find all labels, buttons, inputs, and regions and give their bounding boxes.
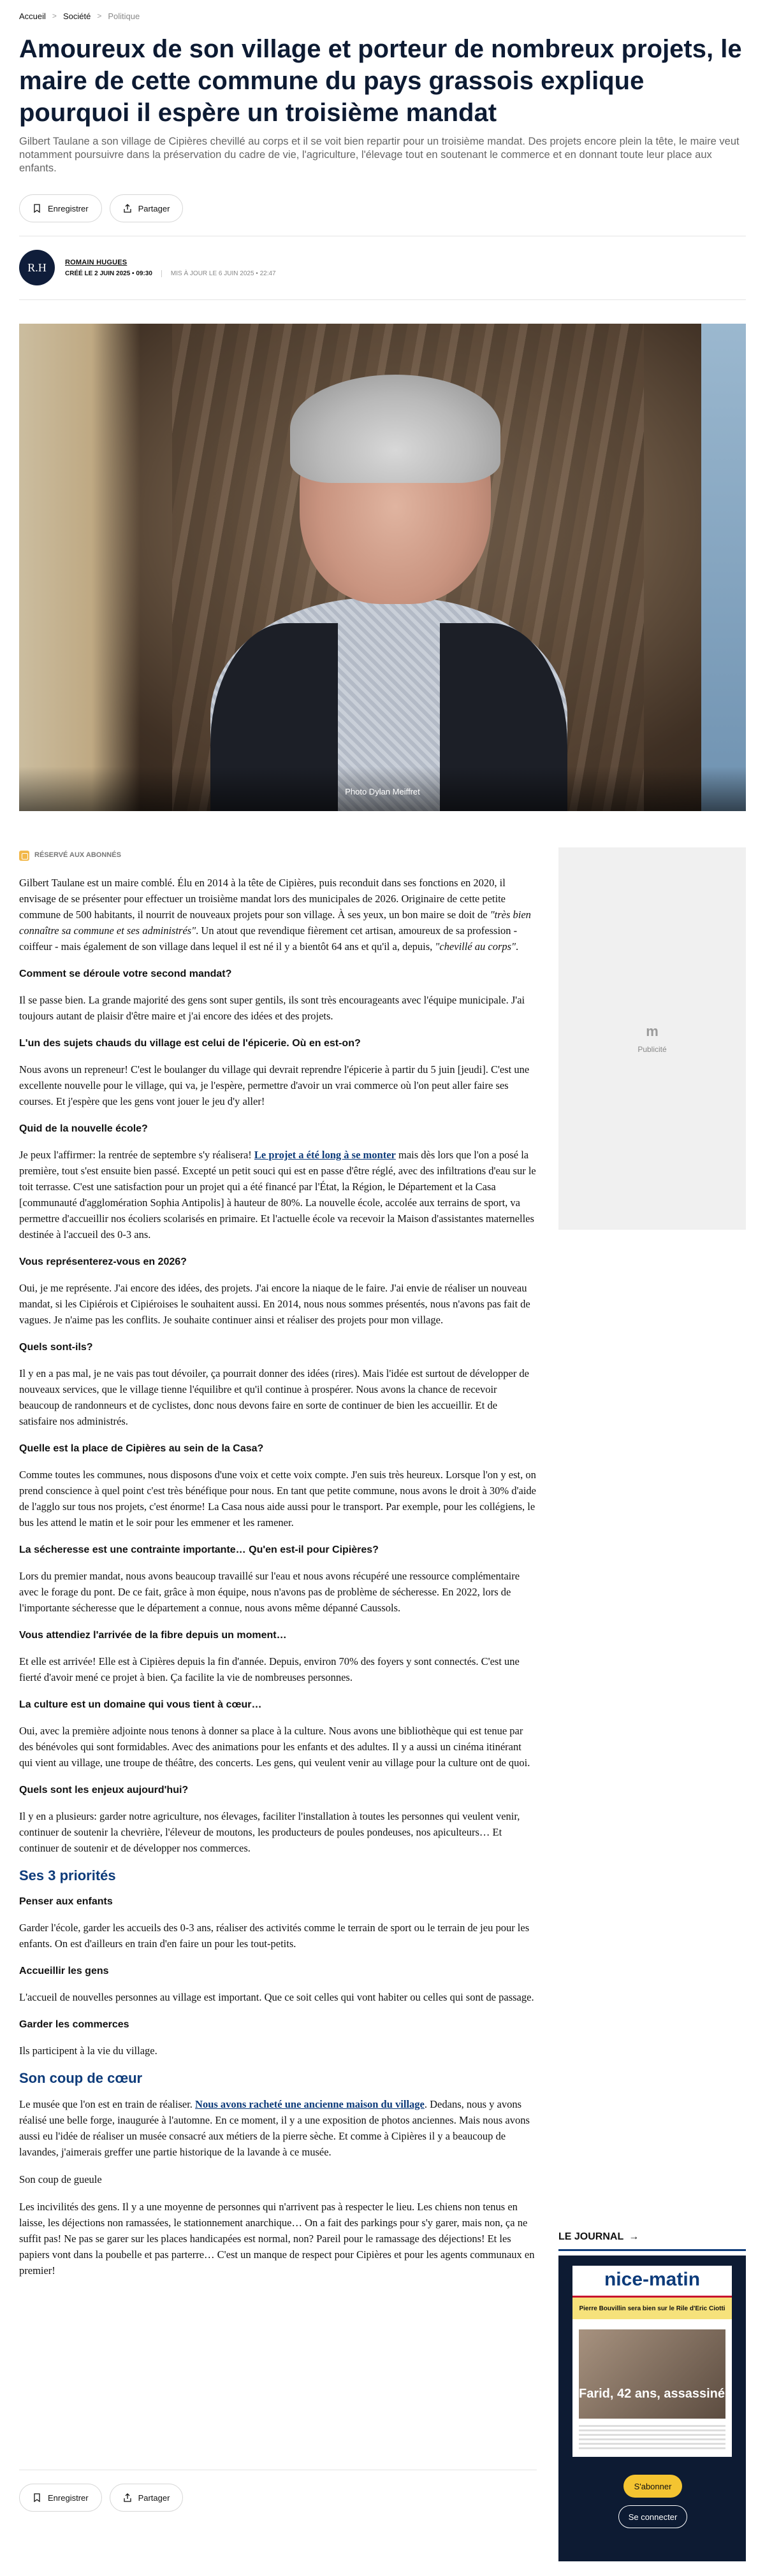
- question: La culture est un domaine qui vous tient à cœur…: [19, 1699, 262, 1710]
- save-button[interactable]: [19, 194, 102, 222]
- answer: Oui, je me représente. J'ai encore des idées, des projets. J'ai encore la niaque de le faire. J'ai envie de réaliser un nouveau mandat, si les Cipiérois et Cipiéroises le souhaitent aussi. En 2014, nous nous sommes présentés, nous n'avons pas fait de vagues. Je n'aime pas les conflits. Je souhaite continuer ainsi et réaliser des projets pour mon village.: [19, 1282, 530, 1326]
- article-actions: [19, 194, 183, 222]
- question: Vous représenterez-vous en 2026?: [19, 1256, 187, 1267]
- breadcrumb: [19, 9, 746, 23]
- question: Quels sont les enjeux aujourd'hui?: [19, 1785, 189, 1795]
- priority-title: Penser aux enfants: [19, 1896, 113, 1907]
- page-title: Amoureux de son village et porteur de nombreux projets, le maire de cette commune du pays grassois explique pourquoi il espère un troisième mandat: [19, 35, 742, 127]
- paragraph: [19, 2096, 537, 2160]
- journal-promo: [558, 2256, 746, 2561]
- login-button[interactable]: Se connecter: [618, 2505, 687, 2528]
- ad-label: Publicité: [638, 1045, 667, 1054]
- photo-credit: Photo Dylan Meiffret: [19, 766, 746, 811]
- answer: [19, 1147, 537, 1242]
- article-dates: [65, 270, 276, 277]
- cover-strip: Pierre Bouvillin sera bien sur le Rile d'Eric Ciotti: [572, 2298, 732, 2319]
- article-link[interactable]: Nous avons racheté une ancienne maison du village: [195, 2098, 425, 2110]
- answer: Il y en a pas mal, je ne vais pas tout dévoiler, ça pourrait donner des idées (rires). Mais l'idée est surtout de développer de nouveaux services, que le village tienne l'équilibre et qu'il continue à prospérer. Nous avons la chance de recevoir beaucoup de randonneurs et de cyclistes, donc nous devons faire en sorte de continuer de bien les accueillir. Et de satisfaire nos administrés.: [19, 1367, 530, 1427]
- photo-hair: [290, 375, 500, 483]
- question: Quid de la nouvelle école?: [19, 1123, 148, 1134]
- priority-text: Garder l'école, garder les accueils des 0-3 ans, réaliser des activités comme le terrain de sport ou le terrain de jeu pour les enfants. On est d'ailleurs en train d'en faire un pour les tout-petits.: [19, 1922, 530, 1950]
- chevron-right-icon: >: [52, 11, 57, 20]
- article-body: [19, 847, 537, 2290]
- cover-masthead: nice-matin: [572, 2266, 732, 2298]
- question: Vous attendiez l'arrivée de la fibre depuis un moment…: [19, 1630, 287, 1641]
- article-lede: Gilbert Taulane a son village de Cipières chevillé au corps et il se voit bien repartir pour un troisième mandat. Des projets encore plein la tête, le maire veut notamment poursuivre dans la préservation du cadre de vie, l'agriculture, l'élevage tout en soutenant le commerce et en donnant toute leur place aux enfants.: [19, 136, 740, 174]
- breadcrumb-current[interactable]: Politique: [108, 11, 140, 21]
- answer: Il y en a plusieurs: garder notre agriculture, nos élevages, faciliter l'installation à toutes les personnes qui veulent venir, continuer de soutenir la chevrière, l'éleveur de moutons, les producteurs de poules pondeuses, nos apiculteurs… Et continuer de soutenir et de développer nos commerces.: [19, 1810, 520, 1854]
- text: Gilbert Taulane est un maire comblé. Élu en 2014 à la tête de Cipières, puis reconduit dans ses fonctions en 2020, il envisage de se présenter pour effectuer un troisième mandat lors des municipales de 2026. Originaire de cette petite commune de 500 habitants, il nourrit de nouveaux projets pour son village. À ses yeux, un bon maire se doit de: [19, 877, 506, 921]
- answer: Il se passe bien. La grande majorité des gens sont super gentils, ils sont très encourageants avec l'équipe municipale. J'ai toujours autant de plaisir d'être maire et j'ai encore des idées et des projets.: [19, 994, 525, 1022]
- share-button-label: Partager: [138, 203, 170, 213]
- updated-date: MIS À JOUR LE 6 JUIN 2025 • 22:47: [161, 270, 276, 277]
- priority-title: Accueillir les gens: [19, 1966, 109, 1976]
- photo-sky: [701, 324, 746, 811]
- share-button-label: Partager: [138, 2493, 170, 2503]
- subscriber-badge: [19, 847, 537, 863]
- quote: "très bien connaître sa commune et ses administrés": [19, 909, 531, 937]
- text: .: [516, 940, 519, 953]
- question: La sécheresse est une contrainte importante… Qu'en est-il pour Cipières?: [19, 1544, 379, 1555]
- text: mais dès lors que l'on a posé la première, tout s'est ensuite bien passé. Excepté un petit souci qui est en passe d'être réglé, avec des infiltrations d'eau sur le toit terrasse. C'est une satisfaction pour un projet qui a été financé par l'État, la Région, le Département et la Casa [communauté d'agglomération Sophia Antipolis] à hauteur de 80%. La nouvelle école, accolée aux terrains de sport, va permettre d'accueillir nos écoliers scolarisés en primaire. Et l'actuelle école va recevoir la Maison d'assistantes maternelles destinée à l'accueil des 0-3 ans.: [19, 1149, 536, 1241]
- author-name[interactable]: ROMAIN HUGUES: [65, 258, 127, 266]
- article-actions-bottom: [19, 2484, 183, 2512]
- article-photo: [19, 324, 746, 811]
- answer: Nous avons un repreneur! C'est le boulanger du village qui devrait reprendre l'épicerie à partir du 5 juin [jeudi]. C'est une excellente nouvelle pour le village, qui va, je l'espère, permettre d'avoir un vrai commerce où l'on peut aller faire ses courses. Et j'espère que les gens vont jouer le jeu d'y aller!: [19, 1063, 530, 1107]
- question: Quels sont-ils?: [19, 1342, 93, 1353]
- priority-text: Ils participent à la vie du village.: [19, 2045, 157, 2057]
- share-button[interactable]: [110, 194, 184, 222]
- section-heading: Ses 3 priorités: [19, 1867, 116, 1883]
- chevron-right-icon: >: [97, 11, 102, 20]
- photo-background: [19, 324, 140, 811]
- save-button-label: Enregistrer: [48, 2493, 89, 2503]
- breadcrumb-home[interactable]: Accueil: [19, 11, 46, 21]
- bookmark-icon: [33, 2493, 41, 2502]
- answer: Et elle est arrivée! Elle est à Cipières depuis la fin d'année. Depuis, environ 70% des foyers y sont connectés. C'est une fierté d'avoir mené ce projet à bien. Ça facilite la vie de nombreuses personnes.: [19, 1655, 520, 1683]
- cover-headline: Farid, 42 ans, assassiné: [579, 2387, 725, 2401]
- journal-heading[interactable]: [558, 2231, 746, 2251]
- cover-photo: [579, 2329, 725, 2419]
- question: L'un des sujets chauds du village est celui de l'épicerie. Où en est-on?: [19, 1038, 361, 1049]
- answer: Lors du premier mandat, nous avons beaucoup travaillé sur l'eau et nous avons récupéré une ressource complémentaire avec le forage du pont. De ce fait, grâce à mon équipe, nous n'avons pas de problème de sécheresse. En 2022, lors de l'importante sécheresse que le département a connue, nous avons même dépanné Caussols.: [19, 1570, 520, 1614]
- quote: "chevillé au corps": [435, 940, 516, 953]
- paragraph: [19, 875, 537, 954]
- question: Comment se déroule votre second mandat?: [19, 968, 232, 979]
- bookmark-icon: [33, 204, 41, 213]
- created-date: CRÉÉ LE 2 JUIN 2025 • 09:30: [65, 270, 152, 277]
- text: . Un atout que revendique fièrement cet artisan, amoureux de sa profession - coiffeur - mais également de son village dans lequel il est né il y a bientôt 64 ans et qu'il a, depuis,: [19, 925, 518, 953]
- section-heading: Son coup de cœur: [19, 2070, 143, 2086]
- article-link[interactable]: Le projet a été long à se monter: [254, 1149, 396, 1161]
- answer: Comme toutes les communes, nous disposons d'une voix et cette voix compte. J'en suis très heureux. Lorsque l'on y est, on prend conscience à quel point c'est très bénéfique pour nous. En tant que petite commune, nous avons le droit à 30% d'aide de l'agglo sur tous nos projets, c'est énorme! La Casa nous aide aussi pour le transport. Par exemple, pour les collégiens, le bus les attend le matin et le soir pour les emmener et les ramener.: [19, 1469, 536, 1529]
- paragraph: Les incivilités des gens. Il y a une moyenne de personnes qui n'arrivent pas à respecter le lieu. Les chiens non tenus en laisse, les déjections non ramassées, le stationnement anarchique… On a fait des parkings pour s'y garer, mais non, ça ne suffit pas! Ne pas se garer sur les places handicapées est normal, non? Pareil pour le ramassage des déjections! Et les papiers vont dans la poubelle et pas parterre… C'est un manque de respect pour Cipières et pour les agents communaux en premier!: [19, 2201, 535, 2277]
- author-block: [19, 250, 276, 285]
- share-icon: [123, 204, 132, 213]
- journal-title: LE JOURNAL: [558, 2231, 624, 2242]
- text: Le musée que l'on est en train de réaliser.: [19, 2098, 196, 2110]
- newspaper-cover[interactable]: [572, 2266, 732, 2457]
- subheading: Son coup de gueule: [19, 2173, 102, 2185]
- priority-text: L'accueil de nouvelles personnes au village est important. Que ce soit celles qui vont habiter ou celles qui sont de passage.: [19, 1991, 534, 2003]
- ad-slot[interactable]: [558, 847, 746, 1230]
- share-icon: [123, 2493, 132, 2502]
- save-button-label: Enregistrer: [48, 203, 89, 213]
- divider: [19, 299, 746, 300]
- avatar[interactable]: R.H: [19, 250, 55, 285]
- ad-logo: m: [646, 1023, 659, 1039]
- question: Quelle est la place de Cipières au sein de la Casa?: [19, 1443, 264, 1454]
- subscriber-badge-label: RÉSERVÉ AUX ABONNÉS: [34, 851, 121, 859]
- answer: Oui, avec la première adjointe nous tenons à donner sa place à la culture. Nous avons une bibliothèque qui est tenue par des bénévoles qui sont formidables. Avec des animations pour les enfants et des adultes. Il y a aussi un cinéma itinérant qui vient au village, une troupe de théâtre, des concerts. Les gens, qui veulent venir au village pour la culture ont de quoi.: [19, 1725, 530, 1769]
- breadcrumb-section[interactable]: Société: [62, 11, 91, 21]
- arrow-right-icon: →: [629, 2231, 639, 2242]
- subscribe-button[interactable]: S'abonner: [623, 2475, 682, 2498]
- cover-text-lines: [579, 2425, 725, 2450]
- priority-title: Garder les commerces: [19, 2019, 129, 2030]
- share-button[interactable]: [110, 2484, 184, 2512]
- save-button[interactable]: [19, 2484, 102, 2512]
- text: Je peux l'affirmer: la rentrée de septembre s'y réalisera!: [19, 1149, 254, 1161]
- text: . Dedans, nous y avons réalisé une belle forge, inaugurée à l'automne. En ce moment, il y a une exposition de photos anciennes. Mais nous avons aussi eu l'idée de réaliser un musée consacré aux métiers de la pierre sèche. Et comme à Cipières il y a beaucoup de lavandes, j'aimerais greffer une partie historique de la lavande à ce musée.: [19, 2098, 530, 2158]
- lock-icon: [19, 851, 29, 861]
